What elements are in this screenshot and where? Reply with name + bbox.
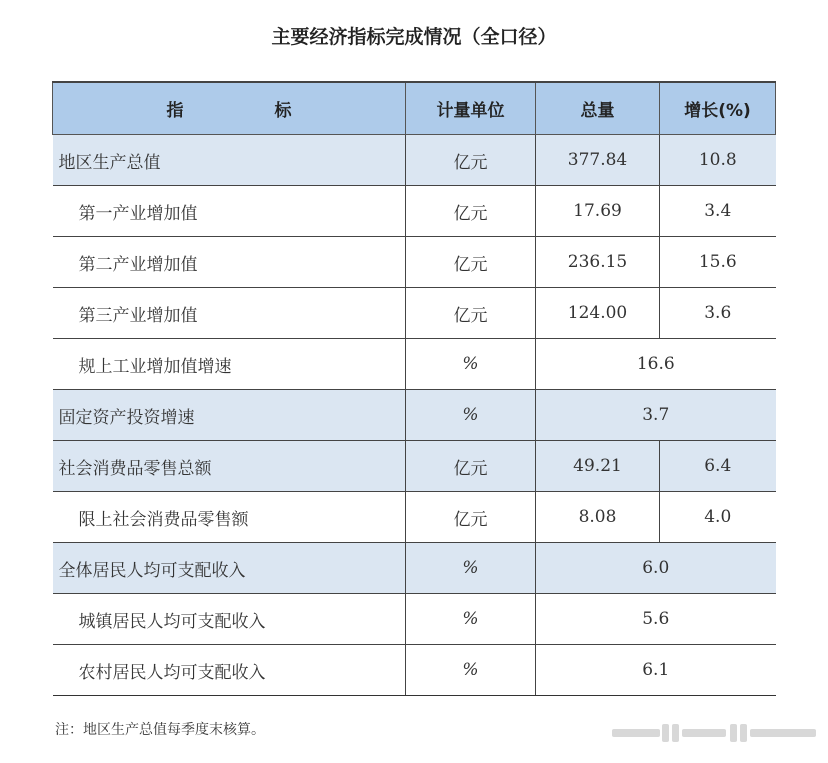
table-row bbox=[53, 492, 776, 543]
row-total: 377.84 bbox=[536, 135, 660, 186]
table-row bbox=[53, 237, 776, 288]
row-growth: 6.4 bbox=[660, 441, 776, 492]
row-unit: 亿元 bbox=[406, 135, 536, 186]
row-unit: % bbox=[406, 645, 536, 696]
row-name: 城镇居民人均可支配收入 bbox=[53, 594, 406, 645]
row-value: 6.1 bbox=[536, 645, 776, 696]
row-growth: 10.8 bbox=[660, 135, 776, 186]
table-row bbox=[53, 645, 776, 696]
row-total: 17.69 bbox=[536, 186, 660, 237]
row-total: 8.08 bbox=[536, 492, 660, 543]
row-growth: 3.6 bbox=[660, 288, 776, 339]
row-unit: 亿元 bbox=[406, 288, 536, 339]
row-name: 规上工业增加值增速 bbox=[53, 339, 406, 390]
row-total: 124.00 bbox=[536, 288, 660, 339]
row-unit: % bbox=[406, 594, 536, 645]
row-name: 全体居民人均可支配收入 bbox=[53, 543, 406, 594]
table-row bbox=[53, 135, 776, 186]
row-unit: % bbox=[406, 543, 536, 594]
row-name: 第三产业增加值 bbox=[53, 288, 406, 339]
table-row bbox=[53, 288, 776, 339]
table-row bbox=[53, 594, 776, 645]
row-name: 第二产业增加值 bbox=[53, 237, 406, 288]
row-unit: % bbox=[406, 339, 536, 390]
table-row bbox=[53, 390, 776, 441]
row-value: 5.6 bbox=[536, 594, 776, 645]
header-unit: 计量单位 bbox=[406, 82, 536, 135]
watermark-logo bbox=[612, 720, 817, 746]
row-value: 6.0 bbox=[536, 543, 776, 594]
row-name: 固定资产投资增速 bbox=[53, 390, 406, 441]
row-growth: 3.4 bbox=[660, 186, 776, 237]
row-name: 农村居民人均可支配收入 bbox=[53, 645, 406, 696]
row-unit: % bbox=[406, 390, 536, 441]
table-row bbox=[53, 186, 776, 237]
indicator-table bbox=[52, 81, 776, 696]
row-unit: 亿元 bbox=[406, 492, 536, 543]
row-growth: 15.6 bbox=[660, 237, 776, 288]
header-indicator-label: 指 标 bbox=[166, 101, 292, 121]
row-total: 49.21 bbox=[536, 441, 660, 492]
header-indicator bbox=[53, 82, 406, 135]
footnote: 注：地区生产总值每季度末核算。 bbox=[55, 722, 265, 738]
row-unit: 亿元 bbox=[406, 237, 536, 288]
row-name: 限上社会消费品零售额 bbox=[53, 492, 406, 543]
table-header-row bbox=[53, 82, 776, 135]
table-row bbox=[53, 543, 776, 594]
row-total: 236.15 bbox=[536, 237, 660, 288]
row-value: 16.6 bbox=[536, 339, 776, 390]
row-unit: 亿元 bbox=[406, 186, 536, 237]
header-growth: 增长(%) bbox=[660, 82, 776, 135]
row-growth: 4.0 bbox=[660, 492, 776, 543]
document-title: 主要经济指标完成情况（全口径） bbox=[271, 26, 557, 48]
row-name: 社会消费品零售总额 bbox=[53, 441, 406, 492]
header-total: 总量 bbox=[536, 82, 660, 135]
row-name: 地区生产总值 bbox=[53, 135, 406, 186]
row-name: 第一产业增加值 bbox=[53, 186, 406, 237]
table-row bbox=[53, 441, 776, 492]
table-row bbox=[53, 339, 776, 390]
row-value: 3.7 bbox=[536, 390, 776, 441]
row-unit: 亿元 bbox=[406, 441, 536, 492]
